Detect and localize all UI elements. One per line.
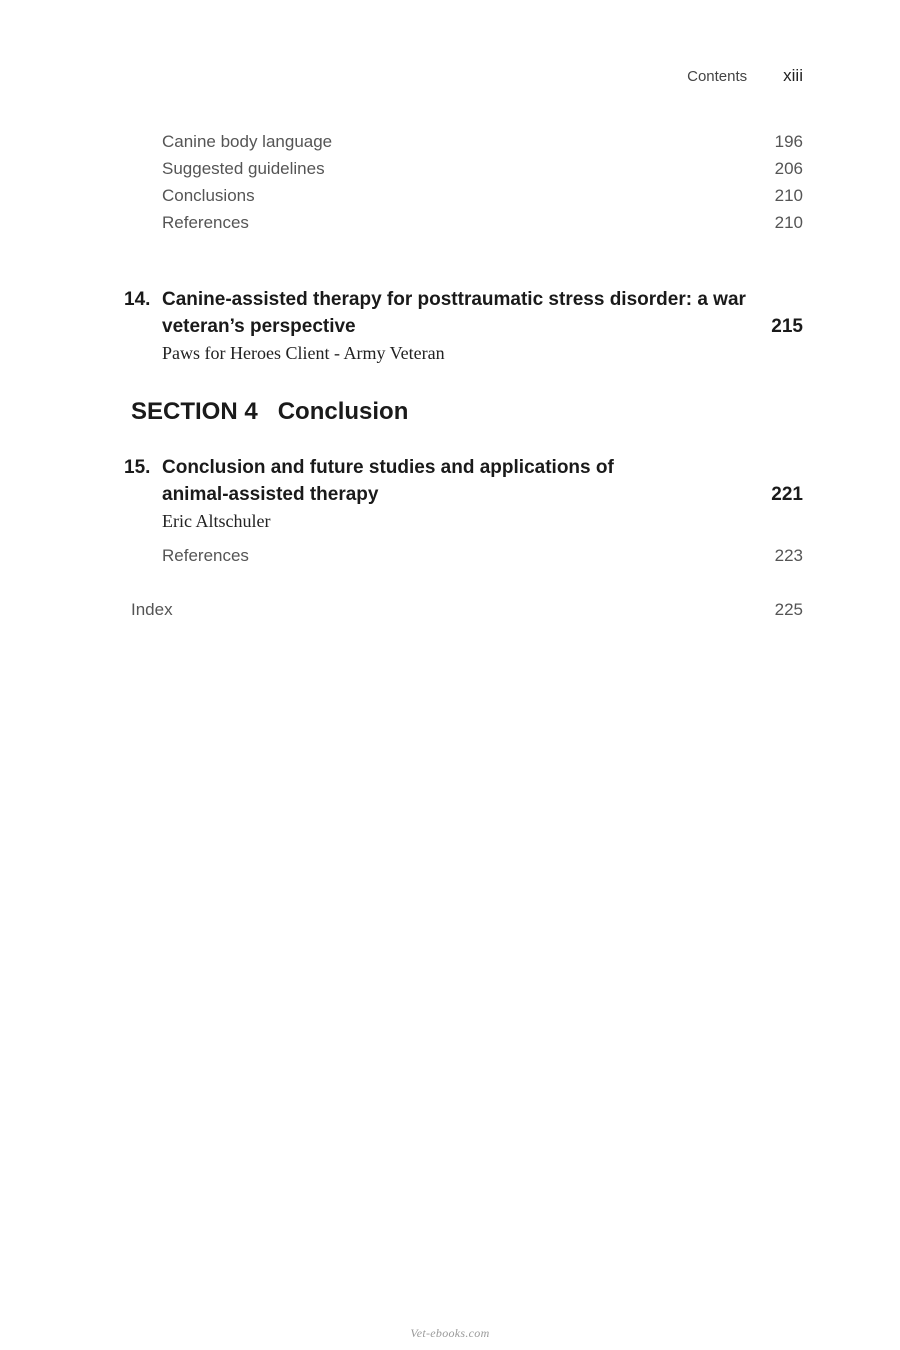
toc-entry-page: 225 — [774, 600, 803, 619]
toc-entry-page: 206 — [774, 159, 803, 178]
toc-entry-title: Conclusions — [162, 186, 255, 205]
toc-entry-title: Index — [131, 600, 173, 619]
toc-entry-index[interactable] — [131, 600, 803, 620]
watermark: Vet-ebooks.com — [410, 1326, 490, 1340]
toc-entry-page: 210 — [774, 213, 803, 232]
chapter-number: 14. — [124, 289, 151, 310]
chapter-number: 15. — [124, 457, 151, 478]
chapter-title-line2: animal-assisted therapy — [162, 484, 379, 505]
chapter-heading — [124, 454, 803, 508]
toc-entry-canine-body-language[interactable] — [162, 128, 803, 155]
toc-entry-page: 210 — [774, 186, 803, 205]
toc-chapter-15[interactable] — [124, 454, 803, 534]
toc-entry-conclusions[interactable] — [162, 182, 803, 209]
toc-entry-references-ch15[interactable] — [162, 546, 803, 566]
chapter-page: 221 — [771, 484, 803, 505]
chapter-title-line2: veteran’s perspective — [162, 316, 356, 337]
running-head — [687, 66, 803, 86]
chapter-title — [162, 286, 803, 340]
toc-chapter-14[interactable] — [124, 286, 803, 366]
chapter-title — [162, 454, 803, 508]
toc-sub-entries — [162, 128, 803, 236]
chapter-heading — [124, 286, 803, 340]
chapter-title-line1: Canine-assisted therapy for posttraumatic stress disorder: a war — [162, 289, 746, 310]
toc-entry-references[interactable] — [162, 209, 803, 236]
chapter-page: 215 — [771, 316, 803, 337]
toc-entry-title: Suggested guidelines — [162, 159, 325, 178]
toc-entry-suggested-guidelines[interactable] — [162, 155, 803, 182]
section-heading — [131, 398, 408, 426]
page-number: xiii — [783, 66, 803, 85]
chapter-title-line2-row — [162, 481, 803, 508]
section-title: Conclusion — [277, 398, 409, 425]
chapter-author: Paws for Heroes Client - Army Veteran — [162, 343, 445, 363]
toc-entry-page: 196 — [774, 132, 803, 151]
chapter-author: Eric Altschuler — [162, 511, 271, 531]
toc-entry-title: References — [162, 546, 249, 565]
chapter-title-line1: Conclusion and future studies and applications of — [162, 457, 614, 478]
toc-entry-page: 223 — [774, 546, 803, 565]
chapter-title-line2-row — [162, 313, 803, 340]
toc-entry-title: Canine body language — [162, 132, 333, 151]
running-head-label: Contents — [687, 68, 748, 85]
toc-entry-title: References — [162, 213, 249, 232]
section-label: SECTION 4 — [131, 398, 258, 425]
